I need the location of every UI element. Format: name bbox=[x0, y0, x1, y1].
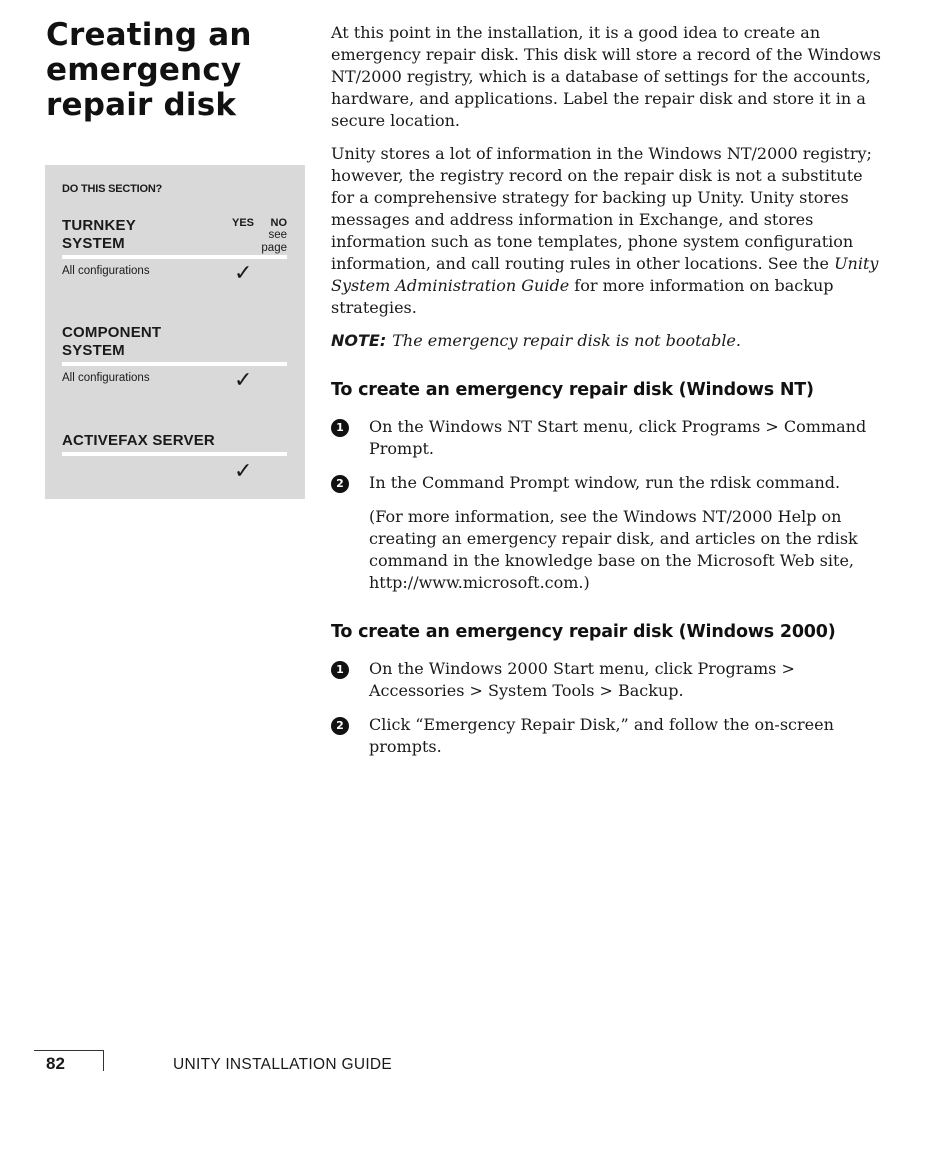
configuration-label: All configurations bbox=[62, 372, 150, 384]
procedure-heading-nt: To create an emergency repair disk (Windows NT) bbox=[331, 380, 814, 400]
step-text: On the Windows 2000 Start menu, click Programs > Accessories > System Tools > Backup. bbox=[369, 659, 795, 700]
procedure-step bbox=[331, 416, 881, 460]
backup-text-end: for more information on backup strategies. bbox=[331, 276, 834, 317]
step-additional-info: (For more information, see the Windows NT/2000 Help on creating an emergency repair disk, and articles on the rdisk command in the knowledge base on the Microsoft Web site, http://www.microsoft.com.) bbox=[369, 507, 858, 592]
page-title: Creating an emergency repair disk bbox=[46, 17, 252, 123]
no-column-label: NO bbox=[270, 217, 287, 229]
checklist-section-component bbox=[62, 324, 287, 393]
section-name: ACTIVEFAX SERVER bbox=[62, 432, 215, 449]
note-label: NOTE: bbox=[331, 331, 387, 350]
section-divider bbox=[62, 255, 287, 259]
backup-paragraph bbox=[331, 143, 881, 319]
procedure-heading-2000: To create an emergency repair disk (Windows 2000) bbox=[331, 622, 836, 642]
procedure-step bbox=[331, 472, 881, 494]
intro-paragraph: At this point in the installation, it is a good idea to create an emergency repair disk. This disk will store a record of the Windows NT/2000 registry, which is a database of settings for the accounts, hardware, and applications. Label the repair disk and store it in a secure location. bbox=[331, 23, 882, 130]
note bbox=[331, 330, 881, 352]
guide-title-reference: Unity System Administration Guide bbox=[331, 254, 879, 295]
section-name: TURNKEY SYSTEM bbox=[62, 217, 136, 252]
backup-text-start: Unity stores a lot of information in the Windows NT/2000 registry; however, the registry record on the repair disk is not a substitute for a comprehensive strategy for backing up Unity. Unity stores messages and address information in Exchange, and stores information such as tone templates, phone system configuration information, and call routing rules in other locations. See the bbox=[331, 144, 872, 273]
step-text: In the Command Prompt window, run the rdisk command. bbox=[369, 473, 841, 492]
main-content bbox=[331, 22, 881, 770]
step-number-badge: 1 bbox=[331, 661, 349, 679]
checklist-section-turnkey bbox=[62, 217, 287, 286]
yes-check-mark: ✓ bbox=[234, 459, 253, 484]
configuration-label: All configurations bbox=[62, 265, 150, 277]
do-this-section-checklist bbox=[45, 165, 305, 499]
step-number-badge: 2 bbox=[331, 717, 349, 735]
step-number-badge: 1 bbox=[331, 419, 349, 437]
checklist-section-activefax bbox=[62, 432, 287, 484]
checklist-header: DO THIS SECTION? bbox=[62, 183, 163, 195]
running-footer-title: UNITY INSTALLATION GUIDE bbox=[173, 1056, 393, 1073]
yes-column-label: YES bbox=[232, 217, 255, 229]
procedure-step bbox=[331, 658, 881, 702]
step-text: Click “Emergency Repair Disk,” and follow the on-screen prompts. bbox=[369, 715, 834, 756]
step-text: On the Windows NT Start menu, click Programs > Command Prompt. bbox=[369, 417, 867, 458]
procedure-step bbox=[331, 714, 881, 758]
see-page-label: see page bbox=[261, 229, 287, 254]
page-number: 82 bbox=[46, 1054, 65, 1073]
section-divider bbox=[62, 452, 287, 456]
yes-check-mark: ✓ bbox=[234, 368, 253, 393]
step-number-badge: 2 bbox=[331, 475, 349, 493]
section-name: COMPONENT SYSTEM bbox=[62, 324, 162, 359]
note-text: The emergency repair disk is not bootable. bbox=[392, 331, 741, 350]
footer-rule-vertical bbox=[103, 1050, 104, 1071]
section-divider bbox=[62, 362, 287, 366]
footer-rule bbox=[34, 1050, 104, 1051]
yes-check-mark: ✓ bbox=[234, 261, 253, 286]
